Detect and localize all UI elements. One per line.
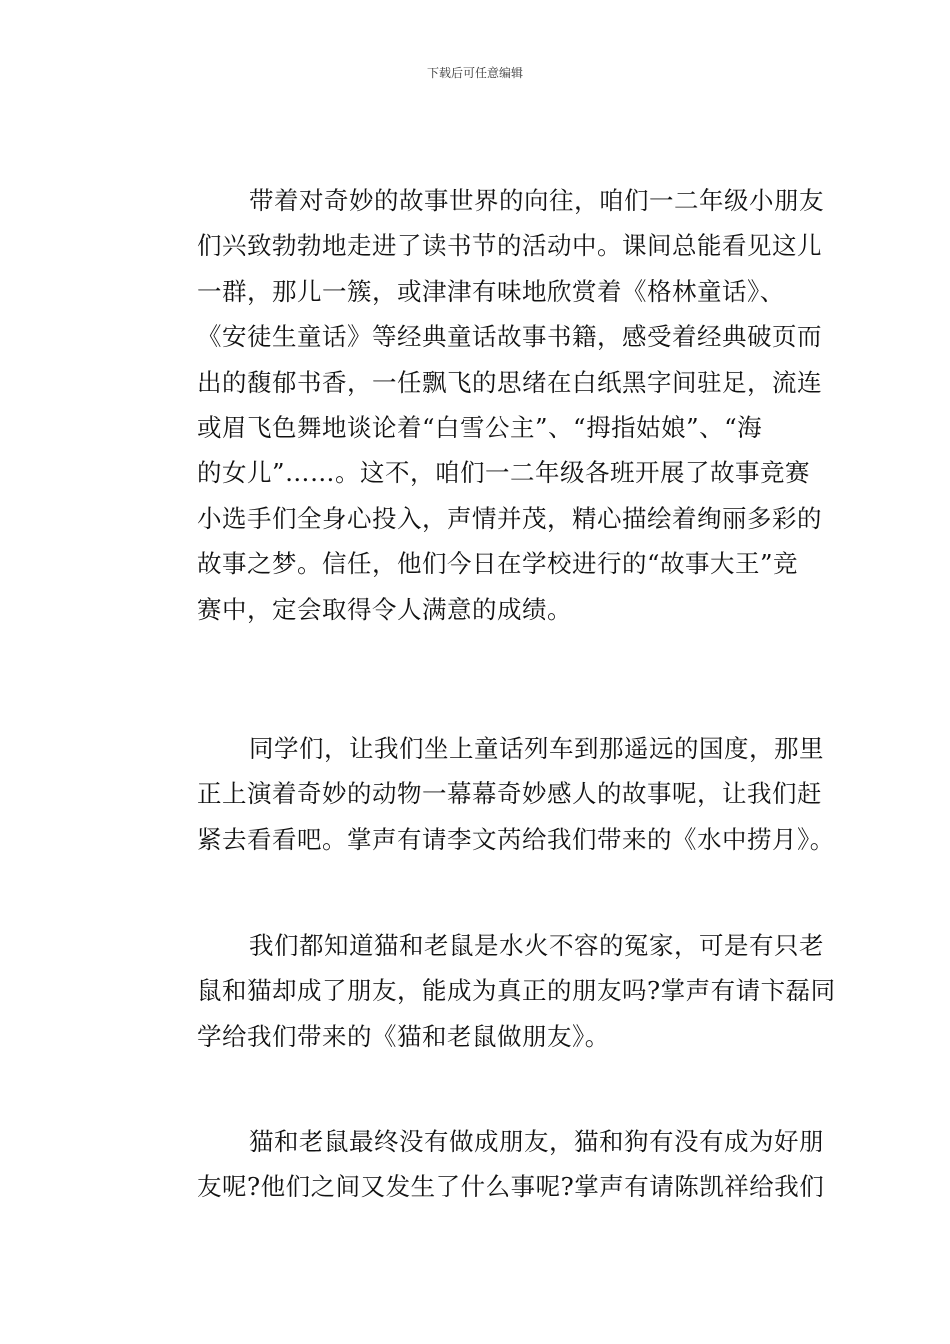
page-header-note: 下载后可任意编辑 <box>426 66 523 80</box>
text-line: 小选手们全身心投入，声情并茂，精心描绘着绚丽多彩的 <box>197 503 822 533</box>
paragraph-2 <box>145 726 835 862</box>
text-line: 出的馥郁书香，一任飘飞的思绪在白纸黑字间驻足，流连 <box>197 367 822 397</box>
text-line: 一群，那儿一簇，或津津有味地欣赏着《格林童话》、 <box>197 276 785 306</box>
text-line: 们兴致勃勃地走进了读书节的活动中。课间总能看见这儿 <box>197 231 822 261</box>
text-line: 同学们，让我们坐上童话列车到那遥远的国度，那里 <box>249 734 824 763</box>
text-line: 带着对奇妙的故事世界的向往，咱们一二年级小朋友 <box>249 186 824 215</box>
text-line: 我们都知道猫和老鼠是水火不容的冤家，可是有只老 <box>249 931 824 960</box>
text-line: 紧去看看吧。掌声有请李文芮给我们带来的《水中捞月》。 <box>197 824 835 854</box>
text-line: 的女儿”……。这不，咱们一二年级各班开展了故事竞赛 <box>197 458 811 488</box>
text-line: 猫和老鼠最终没有做成朋友，猫和狗有没有成为好朋 <box>249 1127 824 1156</box>
paragraph-4 <box>145 1119 825 1210</box>
text-line: 学给我们带来的《猫和老鼠做朋友》。 <box>197 1021 610 1051</box>
text-line: 《安徒生童话》等经典童话故事书籍，感受着经典破页而 <box>197 322 822 352</box>
paragraph-3 <box>145 923 836 1059</box>
text-line: 正上演着奇妙的动物一幕幕奇妙感人的故事呢，让我们赶 <box>197 779 822 809</box>
text-line: 故事之梦。信任，他们今日在学校进行的“故事大王”竞 <box>197 549 799 579</box>
text-line: 鼠和猫却成了朋友，能成为真正的朋友吗?掌声有请卞磊同 <box>197 976 836 1006</box>
text-line: 友呢?他们之间又发生了什么事呢?掌声有请陈凯祥给我们 <box>197 1172 825 1202</box>
text-line: 赛中，定会取得令人满意的成绩。 <box>197 594 572 624</box>
text-line: 或眉飞色舞地谈论着“白雪公主”、“拇指姑娘”、“海 <box>197 413 763 443</box>
paragraph-1 <box>145 178 824 632</box>
